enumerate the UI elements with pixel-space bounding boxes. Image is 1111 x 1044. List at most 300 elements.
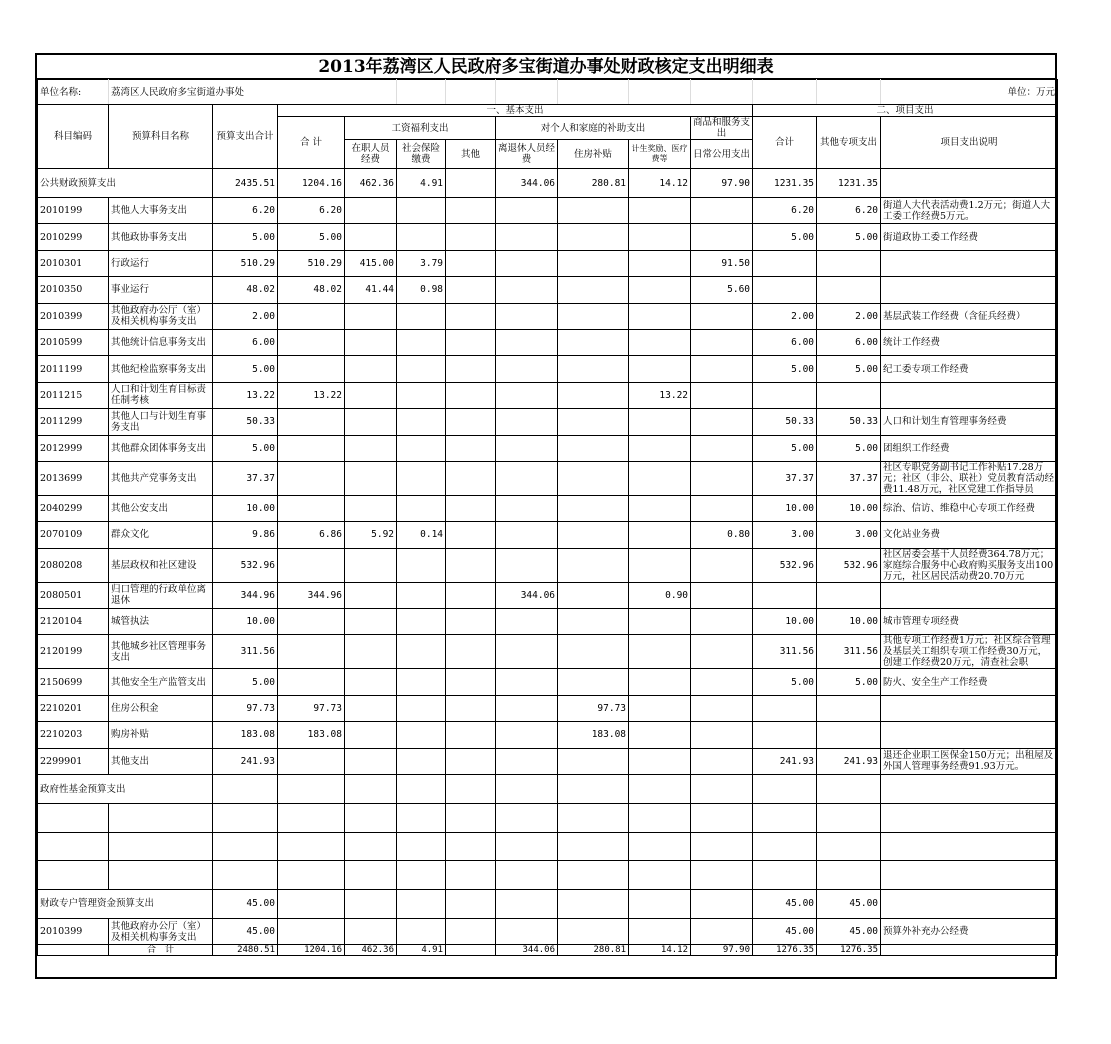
section-value: [345, 775, 397, 804]
row-value: 241.93: [817, 748, 881, 774]
row-value: [345, 303, 397, 329]
section-value: 1231.35: [753, 169, 817, 198]
row-value: [691, 669, 753, 695]
unit-label: 单位：万元: [881, 80, 1058, 105]
row-subject: 其他安全生产监管支出: [109, 669, 213, 695]
row-value: 311.56: [753, 635, 817, 669]
row-value: 3.00: [817, 522, 881, 548]
row-code: 2210201: [38, 695, 109, 721]
section-value: 1204.16: [278, 169, 345, 198]
table-row: [38, 250, 1058, 276]
row-value: 45.00: [753, 918, 817, 944]
row-value: [629, 548, 691, 582]
row-value: [629, 250, 691, 276]
empty-cell: [629, 861, 691, 890]
row-code: 2150699: [38, 669, 109, 695]
row-value: 311.56: [213, 635, 278, 669]
budget-table: [37, 79, 1058, 956]
row-value: [446, 669, 496, 695]
empty-cell: [446, 832, 496, 861]
row-note: 街道人大代表活动费1.2万元；街道人大工委工作经费5万元。: [881, 198, 1058, 224]
row-value: [496, 495, 558, 521]
row-value: [691, 582, 753, 608]
row-value: [397, 435, 446, 461]
row-value: [753, 582, 817, 608]
row-code: 2010199: [38, 198, 109, 224]
row-value: [496, 198, 558, 224]
row-value: 50.33: [753, 409, 817, 435]
header-budget-total: 预算支出合计: [213, 105, 278, 169]
row-value: [558, 669, 629, 695]
row-value: 5.00: [753, 356, 817, 382]
row-value: [691, 356, 753, 382]
row-note: 退还企业职工医保金150万元；出租屋及外国人管理事务经费91.93万元。: [881, 748, 1058, 774]
total-value: 1204.16: [278, 945, 345, 956]
row-value: [691, 382, 753, 408]
row-value: 5.00: [817, 356, 881, 382]
row-value: 5.00: [817, 435, 881, 461]
row-value: [345, 609, 397, 635]
row-code: 2010299: [38, 224, 109, 250]
row-value: [397, 548, 446, 582]
row-code: 2010399: [38, 918, 109, 944]
row-value: [397, 582, 446, 608]
row-value: [558, 198, 629, 224]
section-value: 97.90: [691, 169, 753, 198]
row-value: 2.00: [817, 303, 881, 329]
table-row: [38, 669, 1058, 695]
total-value: 462.36: [345, 945, 397, 956]
row-value: 5.92: [345, 522, 397, 548]
table-row: [38, 495, 1058, 521]
empty-cell: [881, 861, 1058, 890]
table-row: [38, 461, 1058, 495]
row-value: 9.86: [213, 522, 278, 548]
row-value: [691, 548, 753, 582]
section-value: [446, 169, 496, 198]
row-code: 2210203: [38, 722, 109, 748]
row-value: 37.37: [817, 461, 881, 495]
row-value: [397, 609, 446, 635]
row-value: [345, 635, 397, 669]
row-value: [496, 250, 558, 276]
row-subject: 其他统计信息事务支出: [109, 329, 213, 355]
row-value: [345, 356, 397, 382]
section-value: [558, 775, 629, 804]
row-value: [558, 522, 629, 548]
row-value: 6.86: [278, 522, 345, 548]
section-value: [691, 889, 753, 918]
header-award: 计生奖励、医疗费等: [629, 140, 691, 169]
row-value: 183.08: [278, 722, 345, 748]
row-subject: 基层政权和社区建设: [109, 548, 213, 582]
header-staff: 在职人员经费: [345, 140, 397, 169]
row-value: [691, 609, 753, 635]
row-value: [691, 198, 753, 224]
row-value: [345, 329, 397, 355]
row-code: 2010301: [38, 250, 109, 276]
empty-cell: [496, 832, 558, 861]
row-value: [446, 198, 496, 224]
section-value: [691, 775, 753, 804]
empty-cell: [278, 861, 345, 890]
row-value: [558, 250, 629, 276]
header-subject: 预算科目名称: [109, 105, 213, 169]
row-value: [496, 548, 558, 582]
row-value: [558, 277, 629, 303]
row-value: [558, 609, 629, 635]
row-value: [691, 461, 753, 495]
row-code: 2080501: [38, 582, 109, 608]
row-value: [558, 461, 629, 495]
row-value: [446, 250, 496, 276]
row-value: [446, 382, 496, 408]
row-value: [691, 303, 753, 329]
row-value: [278, 495, 345, 521]
row-value: [496, 435, 558, 461]
row-value: [397, 722, 446, 748]
row-value: [691, 435, 753, 461]
row-subject: 购房补贴: [109, 722, 213, 748]
row-subject: 住房公积金: [109, 695, 213, 721]
section-value: [397, 889, 446, 918]
row-value: [496, 382, 558, 408]
row-value: [345, 382, 397, 408]
section-label: 公共财政预算支出: [38, 169, 213, 198]
row-note: [881, 582, 1058, 608]
row-value: 97.73: [278, 695, 345, 721]
empty-cell: [278, 832, 345, 861]
empty-cell: [753, 861, 817, 890]
empty-cell: [397, 804, 446, 833]
row-value: [753, 722, 817, 748]
row-value: [278, 435, 345, 461]
row-value: 13.22: [213, 382, 278, 408]
empty-cell: [881, 804, 1058, 833]
row-value: 37.37: [753, 461, 817, 495]
row-value: [558, 356, 629, 382]
row-value: 45.00: [817, 918, 881, 944]
row-code: 2010599: [38, 329, 109, 355]
row-value: [629, 522, 691, 548]
row-code: 2040299: [38, 495, 109, 521]
empty-cell: [817, 804, 881, 833]
row-value: 532.96: [213, 548, 278, 582]
section-value: [278, 775, 345, 804]
empty-cell: [753, 832, 817, 861]
row-value: 48.02: [213, 277, 278, 303]
table-row: [38, 303, 1058, 329]
row-value: [345, 548, 397, 582]
section-value: 462.36: [345, 169, 397, 198]
total-value: 97.90: [691, 945, 753, 956]
total-value: 1276.35: [817, 945, 881, 956]
section-value: [446, 775, 496, 804]
row-value: [753, 382, 817, 408]
section-value: 344.06: [496, 169, 558, 198]
row-value: 10.00: [753, 609, 817, 635]
row-code: 2012999: [38, 435, 109, 461]
row-value: [691, 495, 753, 521]
row-value: [345, 435, 397, 461]
row-subject: 行政运行: [109, 250, 213, 276]
row-value: [691, 695, 753, 721]
row-value: [691, 409, 753, 435]
row-value: [446, 748, 496, 774]
row-value: [817, 277, 881, 303]
row-code: 2011199: [38, 356, 109, 382]
section-value: [817, 775, 881, 804]
row-value: 97.73: [558, 695, 629, 721]
section-value: [496, 775, 558, 804]
empty-cell: [629, 804, 691, 833]
unit-row: [38, 80, 1058, 105]
blank-row: [38, 861, 1058, 890]
table-row: [38, 748, 1058, 774]
row-value: 6.20: [817, 198, 881, 224]
row-value: [278, 918, 345, 944]
row-value: [446, 695, 496, 721]
row-value: [496, 277, 558, 303]
row-value: [629, 277, 691, 303]
row-value: [397, 695, 446, 721]
row-subject: 其他共产党事务支出: [109, 461, 213, 495]
row-value: 5.00: [753, 669, 817, 695]
row-value: [397, 303, 446, 329]
row-subject: 其他人口与计划生育事务支出: [109, 409, 213, 435]
total-row: [38, 945, 1058, 956]
row-value: [397, 461, 446, 495]
row-value: [397, 198, 446, 224]
row-value: [446, 582, 496, 608]
row-subject: 城管执法: [109, 609, 213, 635]
row-value: [558, 748, 629, 774]
row-value: [558, 409, 629, 435]
row-note: 人口和计划生育管理事务经费: [881, 409, 1058, 435]
empty-cell: [558, 832, 629, 861]
section-special: [38, 889, 1058, 918]
empty-cell: [817, 832, 881, 861]
section-label: 政府性基金预算支出: [38, 775, 213, 804]
row-value: [629, 461, 691, 495]
empty-cell: [817, 861, 881, 890]
row-value: [558, 435, 629, 461]
row-value: [345, 198, 397, 224]
row-value: 3.00: [753, 522, 817, 548]
empty-cell: [345, 861, 397, 890]
row-value: [817, 722, 881, 748]
row-value: 311.56: [817, 635, 881, 669]
header-basic-total: 合 计: [278, 117, 345, 169]
blank-row: [38, 804, 1058, 833]
row-note: 城市管理专项经费: [881, 609, 1058, 635]
row-subject: 其他政府办公厅（室）及相关机构事务支出: [109, 303, 213, 329]
header-code: 科目编码: [38, 105, 109, 169]
row-subject: 人口和计划生育目标责任制考核: [109, 382, 213, 408]
row-value: [629, 748, 691, 774]
table-row: [38, 722, 1058, 748]
row-value: [278, 669, 345, 695]
row-subject: 其他城乡社区管理事务支出: [109, 635, 213, 669]
empty-cell: [109, 804, 213, 833]
section-value: [629, 889, 691, 918]
row-note: 社区专职党务副书记工作补贴17.28万元；社区（非公、联社）党员教育活动经费11.48万元，社区党建工作指导员: [881, 461, 1058, 495]
row-note: 团组织工作经费: [881, 435, 1058, 461]
header-salary: 工资福利支出: [345, 117, 496, 140]
unit-name-label: 单位名称:: [38, 80, 109, 105]
empty-cell: [213, 832, 278, 861]
row-value: [397, 356, 446, 382]
section-fund: [38, 775, 1058, 804]
table-row: [38, 548, 1058, 582]
row-value: [691, 635, 753, 669]
row-value: [496, 748, 558, 774]
row-subject: 事业运行: [109, 277, 213, 303]
section-value: 1231.35: [817, 169, 881, 198]
total-value: 280.81: [558, 945, 629, 956]
empty-cell: [278, 804, 345, 833]
row-value: [397, 669, 446, 695]
section-value: [629, 775, 691, 804]
row-value: [496, 409, 558, 435]
section-value: 45.00: [213, 889, 278, 918]
row-value: 6.00: [213, 329, 278, 355]
row-value: [446, 409, 496, 435]
row-note: 文化站业务费: [881, 522, 1058, 548]
row-value: [345, 495, 397, 521]
row-value: [446, 435, 496, 461]
row-value: 0.14: [397, 522, 446, 548]
row-note: [881, 695, 1058, 721]
total-value: 344.06: [496, 945, 558, 956]
row-value: 97.73: [213, 695, 278, 721]
row-value: [753, 250, 817, 276]
row-value: 10.00: [753, 495, 817, 521]
row-value: 5.00: [278, 224, 345, 250]
row-value: [446, 461, 496, 495]
row-value: 10.00: [817, 495, 881, 521]
empty-cell: [38, 861, 109, 890]
row-value: [345, 695, 397, 721]
row-value: [629, 669, 691, 695]
row-value: 415.00: [345, 250, 397, 276]
total-value: [446, 945, 496, 956]
row-value: 2.00: [213, 303, 278, 329]
row-value: 10.00: [817, 609, 881, 635]
row-value: 13.22: [278, 382, 345, 408]
row-subject: 其他人大事务支出: [109, 198, 213, 224]
row-value: [496, 669, 558, 695]
row-value: [446, 548, 496, 582]
row-note: 防火、安全生产工作经费: [881, 669, 1058, 695]
row-value: 45.00: [213, 918, 278, 944]
row-value: [817, 695, 881, 721]
row-value: [496, 722, 558, 748]
table-row: [38, 277, 1058, 303]
row-value: [496, 356, 558, 382]
row-value: [278, 635, 345, 669]
header-retire: 离退休人员经费: [496, 140, 558, 169]
total-label: 合 计: [109, 945, 213, 956]
row-value: 5.00: [753, 435, 817, 461]
row-value: [629, 303, 691, 329]
row-value: [446, 303, 496, 329]
row-value: 6.20: [213, 198, 278, 224]
row-code: 2010350: [38, 277, 109, 303]
row-value: [397, 329, 446, 355]
table-row: [38, 382, 1058, 408]
row-value: [345, 722, 397, 748]
header-project-total: 合计: [753, 117, 817, 169]
section-value: [446, 889, 496, 918]
row-value: 5.00: [753, 224, 817, 250]
row-value: [558, 382, 629, 408]
row-code: 2120104: [38, 609, 109, 635]
empty-cell: [558, 861, 629, 890]
row-value: 6.00: [817, 329, 881, 355]
row-value: 5.00: [817, 224, 881, 250]
row-value: [558, 329, 629, 355]
row-value: [446, 918, 496, 944]
empty-cell: [496, 861, 558, 890]
table-row: [38, 918, 1058, 944]
row-value: 3.79: [397, 250, 446, 276]
header-row-groups: [38, 105, 1058, 117]
row-value: [446, 356, 496, 382]
empty-cell: [109, 832, 213, 861]
row-value: [397, 224, 446, 250]
section-value: [278, 889, 345, 918]
row-value: 48.02: [278, 277, 345, 303]
row-note: 预算外补充办公经费: [881, 918, 1058, 944]
row-value: [278, 609, 345, 635]
row-subject: 归口管理的行政单位离退休: [109, 582, 213, 608]
empty-cell: [446, 804, 496, 833]
row-value: [496, 609, 558, 635]
row-note: [881, 277, 1058, 303]
row-value: [278, 329, 345, 355]
row-value: [629, 198, 691, 224]
section-value: 45.00: [817, 889, 881, 918]
row-note: [881, 382, 1058, 408]
row-subject: 其他纪检监察事务支出: [109, 356, 213, 382]
total-value: 2480.51: [213, 945, 278, 956]
row-value: 344.96: [213, 582, 278, 608]
row-value: 6.20: [278, 198, 345, 224]
row-value: [817, 382, 881, 408]
row-value: 344.06: [496, 582, 558, 608]
row-value: [496, 303, 558, 329]
row-value: [691, 748, 753, 774]
row-code: 2080208: [38, 548, 109, 582]
table-row: [38, 695, 1058, 721]
row-value: [397, 918, 446, 944]
row-value: [278, 356, 345, 382]
row-note: 社区居委会基干人员经费364.78万元；家庭综合服务中心政府购买服务支出100万元，社区居民活动费20.70万元: [881, 548, 1058, 582]
row-note: 其他专项工作经费1万元；社区综合管理及基层关工组织专项工作经费30万元，创建工作经费20万元，清查社会职: [881, 635, 1058, 669]
row-value: [446, 224, 496, 250]
empty-cell: [38, 945, 109, 956]
row-value: [345, 461, 397, 495]
row-value: [558, 635, 629, 669]
row-value: 510.29: [213, 250, 278, 276]
row-value: 10.00: [213, 609, 278, 635]
row-value: [345, 582, 397, 608]
row-note: [881, 250, 1058, 276]
row-code: 2013699: [38, 461, 109, 495]
section-value: 2435.51: [213, 169, 278, 198]
row-value: [629, 435, 691, 461]
